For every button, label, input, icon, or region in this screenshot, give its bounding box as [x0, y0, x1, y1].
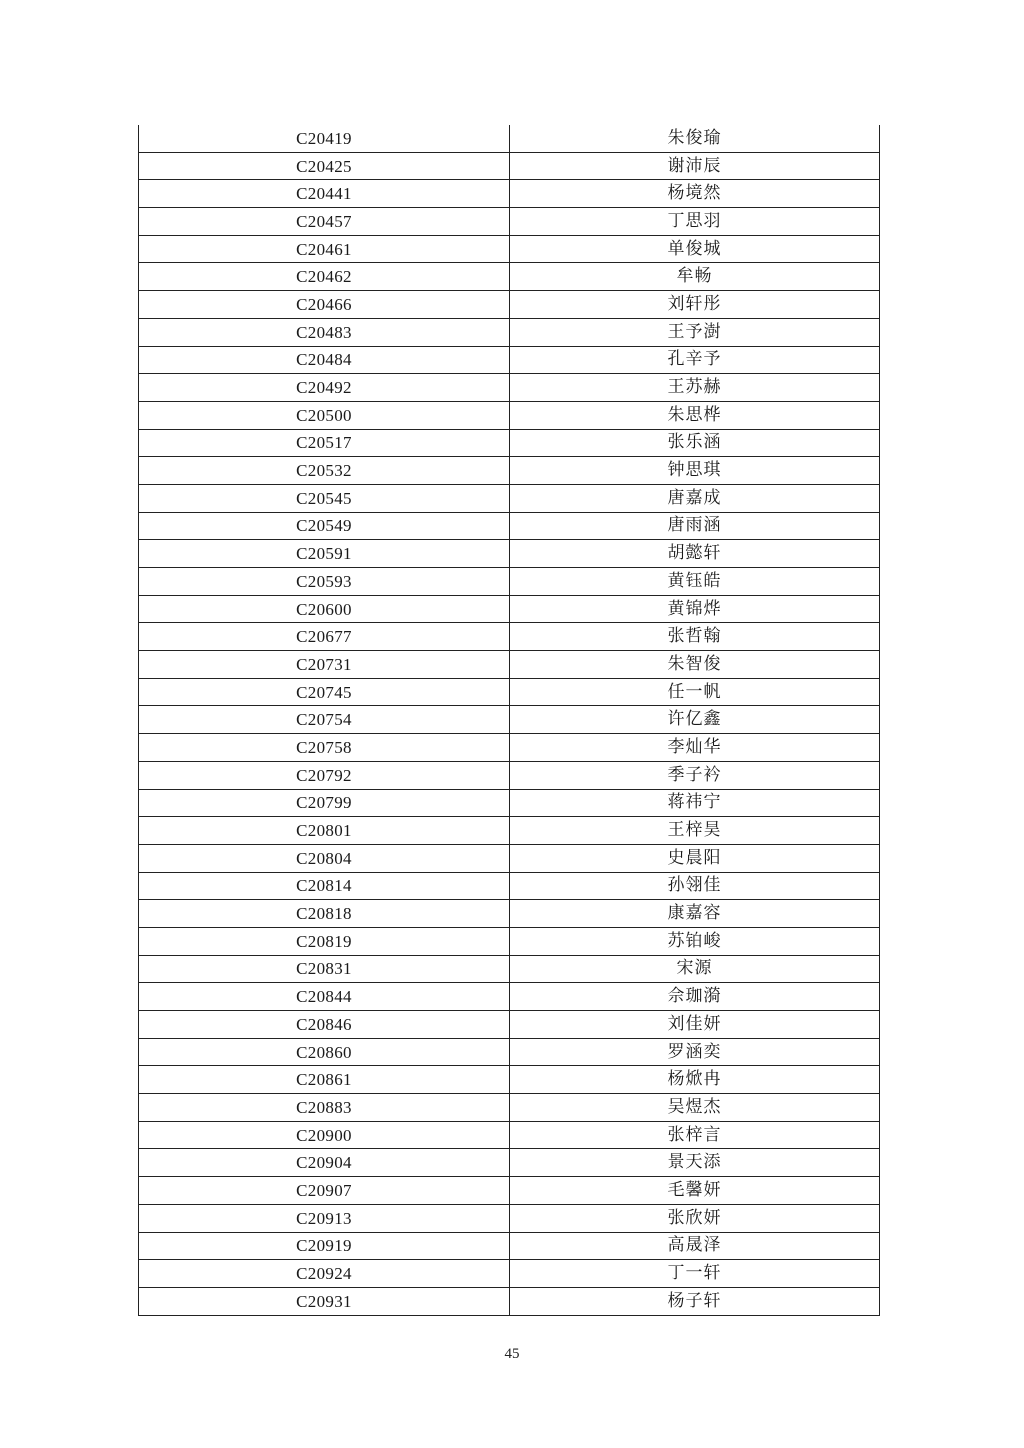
- candidate-name-cell: 孔辛予: [510, 346, 880, 374]
- table-row: [139, 1011, 880, 1039]
- candidate-name-cell: 王梓昊: [510, 817, 880, 845]
- candidate-name-cell: 朱思桦: [510, 401, 880, 429]
- table-row: [139, 1038, 880, 1066]
- candidate-id-cell: C20532: [139, 457, 510, 485]
- candidate-name-cell: 张乐涵: [510, 429, 880, 457]
- candidate-id-cell: C20483: [139, 318, 510, 346]
- candidate-name-cell: 季子衿: [510, 761, 880, 789]
- candidate-name-cell: 丁思羽: [510, 208, 880, 236]
- candidate-name-cell: 丁一轩: [510, 1260, 880, 1288]
- candidate-id-cell: C20745: [139, 678, 510, 706]
- candidate-id-cell: C20860: [139, 1038, 510, 1066]
- table-row: [139, 1149, 880, 1177]
- page-number: 45: [504, 1346, 520, 1362]
- table-row: [139, 595, 880, 623]
- candidate-id-cell: C20419: [139, 125, 510, 152]
- candidate-name-cell: 谢沛辰: [510, 152, 880, 180]
- candidate-name-cell: 朱智俊: [510, 651, 880, 679]
- candidate-name-cell: 黄钰皓: [510, 568, 880, 596]
- candidate-name-cell: 杨子轩: [510, 1287, 880, 1315]
- candidate-id-cell: C20814: [139, 872, 510, 900]
- table-row: [139, 180, 880, 208]
- candidate-name-cell: 佘珈漪: [510, 983, 880, 1011]
- table-row: [139, 1121, 880, 1149]
- candidate-id-cell: C20425: [139, 152, 510, 180]
- table-row: [139, 955, 880, 983]
- candidate-id-cell: C20919: [139, 1232, 510, 1260]
- candidate-name-cell: 张梓言: [510, 1121, 880, 1149]
- roster-table: [138, 125, 880, 1316]
- table-row: [139, 734, 880, 762]
- candidate-name-cell: 牟畅: [510, 263, 880, 291]
- table-row: [139, 900, 880, 928]
- candidate-name-cell: 唐雨涵: [510, 512, 880, 540]
- table-row: [139, 540, 880, 568]
- candidate-id-cell: C20801: [139, 817, 510, 845]
- candidate-name-cell: 许亿鑫: [510, 706, 880, 734]
- candidate-name-cell: 苏铂峻: [510, 927, 880, 955]
- candidate-id-cell: C20900: [139, 1121, 510, 1149]
- table-row: [139, 623, 880, 651]
- candidate-id-cell: C20591: [139, 540, 510, 568]
- candidate-name-cell: 罗涵奕: [510, 1038, 880, 1066]
- candidate-id-cell: C20861: [139, 1066, 510, 1094]
- candidate-id-cell: C20846: [139, 1011, 510, 1039]
- table-row: [139, 678, 880, 706]
- candidate-id-cell: C20492: [139, 374, 510, 402]
- candidate-id-cell: C20500: [139, 401, 510, 429]
- candidate-id-cell: C20461: [139, 235, 510, 263]
- candidate-name-cell: 刘轩彤: [510, 291, 880, 319]
- table-row: [139, 651, 880, 679]
- candidate-name-cell: 李灿华: [510, 734, 880, 762]
- candidate-name-cell: 张欣妍: [510, 1204, 880, 1232]
- candidate-id-cell: C20593: [139, 568, 510, 596]
- table-row: [139, 761, 880, 789]
- candidate-name-cell: 康嘉容: [510, 900, 880, 928]
- candidate-name-cell: 胡懿轩: [510, 540, 880, 568]
- table-row: [139, 457, 880, 485]
- candidate-name-cell: 蒋祎宁: [510, 789, 880, 817]
- candidate-id-cell: C20462: [139, 263, 510, 291]
- candidate-id-cell: C20545: [139, 484, 510, 512]
- table-row: [139, 318, 880, 346]
- candidate-id-cell: C20818: [139, 900, 510, 928]
- candidate-id-cell: C20931: [139, 1287, 510, 1315]
- candidate-id-cell: C20907: [139, 1177, 510, 1205]
- candidate-name-cell: 宋源: [510, 955, 880, 983]
- table-row: [139, 374, 880, 402]
- table-row: [139, 484, 880, 512]
- candidate-id-cell: C20924: [139, 1260, 510, 1288]
- candidate-name-cell: 张哲翰: [510, 623, 880, 651]
- table-row: [139, 1204, 880, 1232]
- candidate-name-cell: 唐嘉成: [510, 484, 880, 512]
- candidate-name-cell: 单俊城: [510, 235, 880, 263]
- table-row: [139, 568, 880, 596]
- candidate-id-cell: C20466: [139, 291, 510, 319]
- candidate-name-cell: 钟思琪: [510, 457, 880, 485]
- candidate-id-cell: C20844: [139, 983, 510, 1011]
- candidate-name-cell: 朱俊瑜: [510, 125, 880, 152]
- candidate-name-cell: 杨焮冉: [510, 1066, 880, 1094]
- table-row: [139, 1177, 880, 1205]
- table-row: [139, 789, 880, 817]
- table-row: [139, 872, 880, 900]
- candidate-id-cell: C20804: [139, 844, 510, 872]
- candidate-name-cell: 任一帆: [510, 678, 880, 706]
- candidate-id-cell: C20441: [139, 180, 510, 208]
- candidate-id-cell: C20792: [139, 761, 510, 789]
- candidate-name-cell: 高晟泽: [510, 1232, 880, 1260]
- candidate-id-cell: C20457: [139, 208, 510, 236]
- candidate-name-cell: 孙翎佳: [510, 872, 880, 900]
- candidate-id-cell: C20883: [139, 1094, 510, 1122]
- candidate-name-cell: 史晨阳: [510, 844, 880, 872]
- table-row: [139, 401, 880, 429]
- table-row: [139, 927, 880, 955]
- candidate-id-cell: C20904: [139, 1149, 510, 1177]
- table-row: [139, 152, 880, 180]
- candidate-id-cell: C20758: [139, 734, 510, 762]
- table-row: [139, 1232, 880, 1260]
- table-row: [139, 291, 880, 319]
- table-row: [139, 429, 880, 457]
- candidate-name-cell: 王苏赫: [510, 374, 880, 402]
- candidate-id-cell: C20600: [139, 595, 510, 623]
- candidate-name-cell: 刘佳妍: [510, 1011, 880, 1039]
- table-row: [139, 983, 880, 1011]
- candidate-id-cell: C20754: [139, 706, 510, 734]
- candidate-name-cell: 杨境然: [510, 180, 880, 208]
- candidate-id-cell: C20517: [139, 429, 510, 457]
- candidate-id-cell: C20731: [139, 651, 510, 679]
- table-row: [139, 512, 880, 540]
- table-row: [139, 817, 880, 845]
- table-row: [139, 208, 880, 236]
- candidate-name-cell: 毛馨妍: [510, 1177, 880, 1205]
- table-row: [139, 125, 880, 152]
- candidate-id-cell: C20677: [139, 623, 510, 651]
- table-row: [139, 844, 880, 872]
- roster-table-body: [139, 125, 880, 1315]
- table-row: [139, 1260, 880, 1288]
- candidate-id-cell: C20819: [139, 927, 510, 955]
- candidate-name-cell: 景天添: [510, 1149, 880, 1177]
- table-row: [139, 1066, 880, 1094]
- table-row: [139, 346, 880, 374]
- candidate-name-cell: 王予澍: [510, 318, 880, 346]
- candidate-id-cell: C20913: [139, 1204, 510, 1232]
- table-row: [139, 263, 880, 291]
- candidate-name-cell: 吴煜杰: [510, 1094, 880, 1122]
- candidate-name-cell: 黄锦烨: [510, 595, 880, 623]
- table-row: [139, 1287, 880, 1315]
- candidate-id-cell: C20484: [139, 346, 510, 374]
- table-row: [139, 1094, 880, 1122]
- candidate-id-cell: C20831: [139, 955, 510, 983]
- candidate-id-cell: C20549: [139, 512, 510, 540]
- table-row: [139, 235, 880, 263]
- table-row: [139, 706, 880, 734]
- candidate-id-cell: C20799: [139, 789, 510, 817]
